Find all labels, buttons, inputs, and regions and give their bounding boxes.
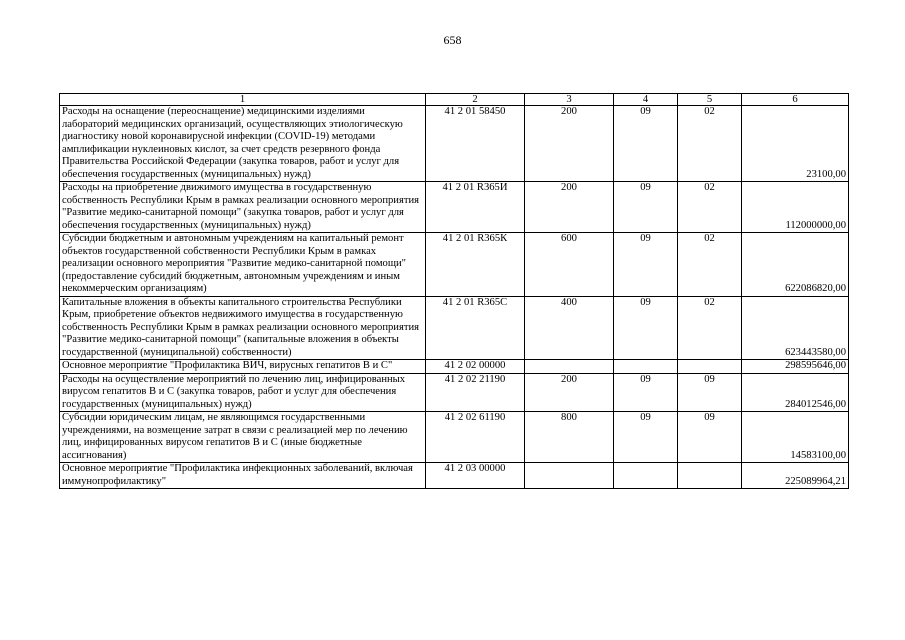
row-name: Капитальные вложения в объекты капитального строительства Республики Крым, приобретение объектов недвижимого имущества в государственную собственность Республики Крым в рамках реализации основного мероприятия "Развитие медико-санитарной помощи" (капитальные вложения в объекты государственной (муниципальной) собственности)	[60, 296, 426, 360]
header-cell: 4	[614, 94, 678, 106]
row-section: 09	[614, 296, 678, 360]
row-expense-type	[525, 463, 614, 489]
row-sum: 622086820,00	[742, 233, 849, 297]
row-sum: 298595646,00	[742, 360, 849, 374]
row-name: Субсидии бюджетным и автономным учреждениям на капитальный ремонт объектов государственной собственности Республики Крым в рамках реализации основного мероприятия "Развитие медико-санитарной помощи" (предоставление субсидий бюджетным, автономным учреждениям и иным некоммерческим организациям)	[60, 233, 426, 297]
row-name: Расходы на приобретение движимого имущества в государственную собственность Республики Крым в рамках реализации основного мероприятия "Развитие медико-санитарной помощи" (закупка товаров, работ и услуг для обеспечения государственных (муниципальных) нужд)	[60, 182, 426, 233]
header-cell: 1	[60, 94, 426, 106]
header-cell: 3	[525, 94, 614, 106]
table-row	[60, 233, 849, 297]
row-subsection: 02	[678, 182, 742, 233]
row-subsection: 02	[678, 296, 742, 360]
row-section: 09	[614, 373, 678, 412]
table-row	[60, 182, 849, 233]
row-section: 09	[614, 106, 678, 182]
row-section	[614, 463, 678, 489]
row-code: 41 2 01 R365И	[426, 182, 525, 233]
row-sum: 225089964,21	[742, 463, 849, 489]
row-name: Расходы на оснащение (переоснащение) медицинскими изделиями лабораторий медицинских организаций, осуществляющих этиологическую диагностику новой коронавирусной инфекции (COVID-19) методами амплификации нуклеиновых кислот, за счет средств резервного фонда Правительства Российской Федерации (закупка товаров, работ и услуг для обеспечения государственных (муниципальных) нужд)	[60, 106, 426, 182]
row-sum: 112000000,00	[742, 182, 849, 233]
row-subsection	[678, 463, 742, 489]
row-name: Расходы на осуществление мероприятий по лечению лиц, инфицированных вирусом гепатитов В и С (закупка товаров, работ и услуг для обеспечения государственных (муниципальных) нужд)	[60, 373, 426, 412]
row-expense-type: 200	[525, 182, 614, 233]
row-code: 41 2 02 00000	[426, 360, 525, 374]
row-expense-type: 800	[525, 412, 614, 463]
row-expense-type: 400	[525, 296, 614, 360]
table-row	[60, 412, 849, 463]
row-subsection	[678, 360, 742, 374]
row-sum: 14583100,00	[742, 412, 849, 463]
table-row	[60, 360, 849, 374]
row-name: Основное мероприятие "Профилактика инфекционных заболеваний, включая иммунопрофилактику"	[60, 463, 426, 489]
row-subsection: 02	[678, 106, 742, 182]
header-cell: 6	[742, 94, 849, 106]
header-cell: 5	[678, 94, 742, 106]
row-code: 41 2 02 61190	[426, 412, 525, 463]
budget-table	[59, 93, 849, 489]
row-code: 41 2 01 R365К	[426, 233, 525, 297]
row-expense-type	[525, 360, 614, 374]
row-section	[614, 360, 678, 374]
page-number: 658	[443, 33, 462, 47]
row-code: 41 2 01 R365С	[426, 296, 525, 360]
row-code: 41 2 02 21190	[426, 373, 525, 412]
row-expense-type: 200	[525, 373, 614, 412]
row-name: Субсидии юридическим лицам, не являющимся государственными учреждениями, на возмещение затрат в связи с реализацией мер по лечению лиц, инфицированных вирусом гепатитов В и С (иные бюджетные ассигнования)	[60, 412, 426, 463]
row-expense-type: 600	[525, 233, 614, 297]
row-code: 41 2 01 58450	[426, 106, 525, 182]
row-subsection: 09	[678, 373, 742, 412]
row-subsection: 09	[678, 412, 742, 463]
row-expense-type: 200	[525, 106, 614, 182]
row-section: 09	[614, 412, 678, 463]
table-header-row	[60, 94, 849, 106]
row-section: 09	[614, 182, 678, 233]
table-row	[60, 106, 849, 182]
row-subsection: 02	[678, 233, 742, 297]
row-sum: 623443580,00	[742, 296, 849, 360]
table-row	[60, 463, 849, 489]
row-section: 09	[614, 233, 678, 297]
row-sum: 284012546,00	[742, 373, 849, 412]
row-sum: 23100,00	[742, 106, 849, 182]
row-code: 41 2 03 00000	[426, 463, 525, 489]
table-row	[60, 373, 849, 412]
header-cell: 2	[426, 94, 525, 106]
table-row	[60, 296, 849, 360]
row-name: Основное мероприятие "Профилактика ВИЧ, вирусных гепатитов В и С"	[60, 360, 426, 374]
